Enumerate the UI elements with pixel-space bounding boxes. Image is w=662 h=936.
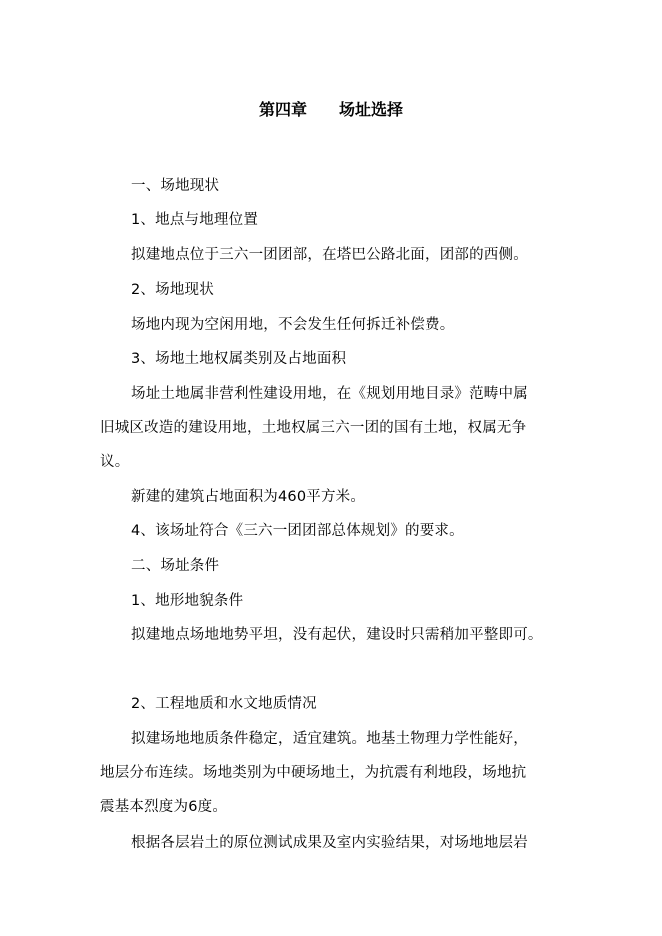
paragraph-line: 震基本烈度为6度。: [100, 799, 228, 815]
chapter-title: 第四章 场址选择: [258, 100, 403, 119]
section-heading: 二、场址条件: [131, 558, 220, 574]
paragraph-line: 地层分布连续。场地类别为中硬场地土，为抗震有利地段，场地抗: [100, 765, 527, 781]
paragraph-line: 旧城区改造的建设用地，土地权属三六一团的国有土地，权属无争: [100, 420, 527, 436]
subsection-heading: 2、工程地质和水文地质情况: [131, 696, 317, 712]
subsection-heading: 2、场地现状: [131, 282, 214, 298]
section-heading: 一、场地现状: [131, 178, 220, 194]
subsection-heading: 3、场地土地权属类别及占地面积: [131, 351, 347, 367]
paragraph-line: 场地内现为空闲用地，不会发生任何拆迁补偿费。: [131, 317, 455, 333]
paragraph-line: 根据各层岩土的原位测试成果及室内实验结果，对场地地层岩: [131, 835, 528, 851]
paragraph-line: 拟建场地地质条件稳定，适宜建筑。地基土物理力学性能好，: [131, 731, 528, 747]
paragraph-line: 新建的建筑占地面积为460平方米。: [131, 489, 366, 505]
paragraph-line: 拟建地点场地地势平坦，没有起伏，建设时只需稍加平整即可。: [131, 627, 543, 643]
paragraph-line: 议。: [100, 454, 130, 470]
subsection-heading: 4、该场址符合《三六一团团部总体规划》的要求。: [131, 523, 464, 539]
paragraph-line: 拟建地点位于三六一团团部，在塔巴公路北面，团部的西侧。: [131, 247, 528, 263]
subsection-heading: 1、地形地貌条件: [131, 593, 244, 609]
subsection-heading: 1、地点与地理位置: [131, 212, 259, 228]
paragraph-line: 场址土地属非营利性建设用地，在《规划用地目录》范畴中属: [131, 386, 528, 402]
